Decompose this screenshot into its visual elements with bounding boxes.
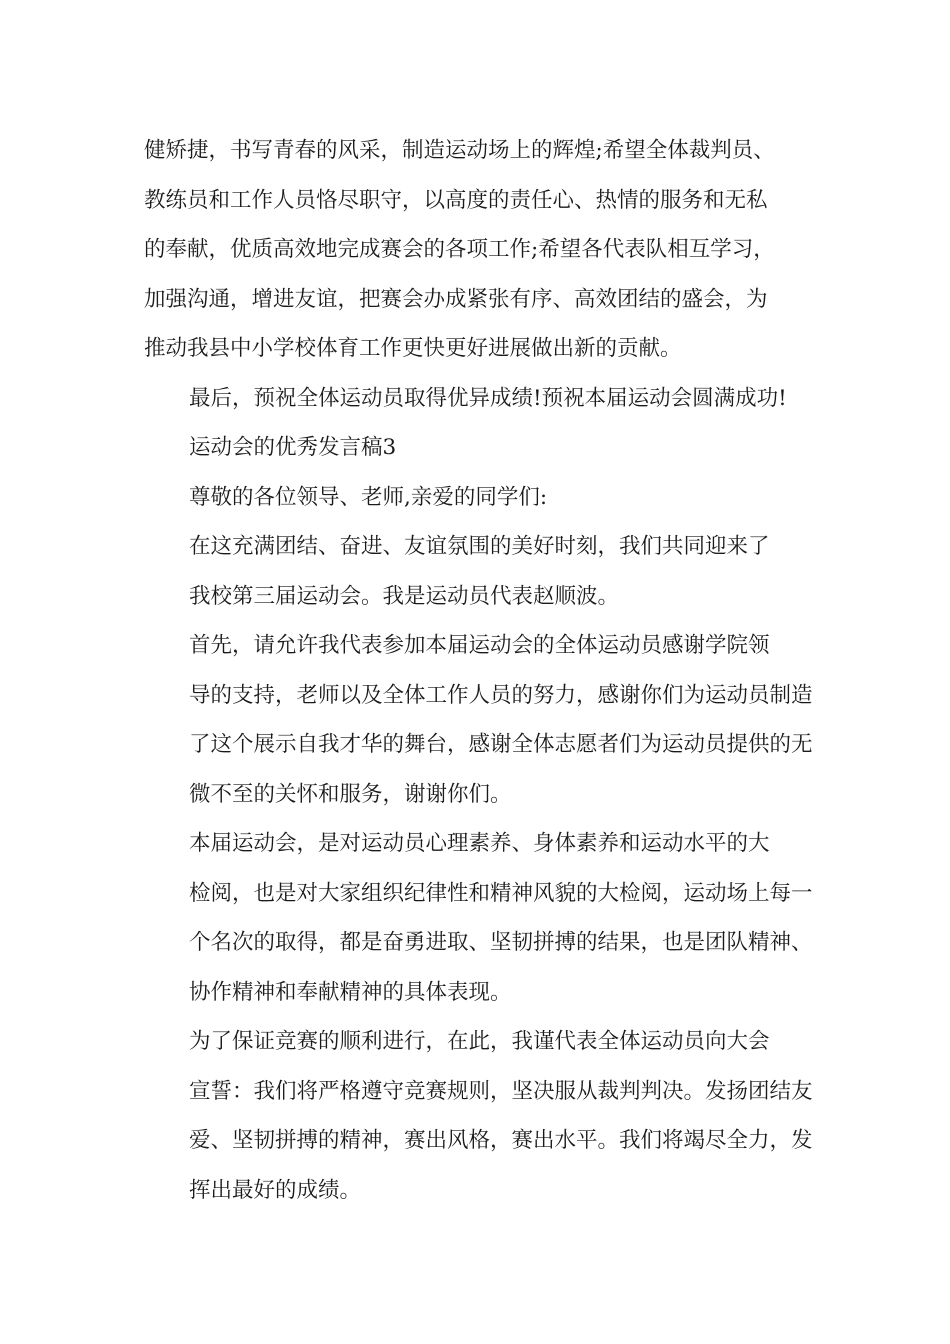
text-line: 尊敬的各位领导、老师,亲爱的同学们: (189, 484, 548, 510)
text-line: 的奉献，优质高效地完成赛会的各项工作;希望各代表队相互学习， (144, 237, 775, 262)
text-line: 推动我县中小学校体育工作更快更好进展做出新的贡献。 (144, 336, 682, 361)
paragraph-significance (144, 819, 814, 1017)
text-line: 首先，请允许我代表参加本届运动会的全体运动员感谢学院领 (189, 633, 770, 658)
text-line: 最后，预祝全体运动员取得优异成绩!预祝本届运动会圆满成功! (189, 385, 787, 411)
paragraph-closing-hopes (144, 126, 814, 374)
section-heading (144, 423, 814, 473)
text-line: 本届运动会，是对运动员心理素养、身体素养和运动水平的大 (189, 831, 770, 856)
heading-line: 运动会的优秀发言稿3 (189, 435, 397, 460)
text-line: 在这充满团结、奋进、友谊氛围的美好时刻，我们共同迎来了 (189, 534, 770, 559)
text-line: 导的支持，老师以及全体工作人员的努力，感谢你们为运动员制造 (189, 682, 813, 708)
text-line: 挥出最好的成绩。 (189, 1177, 362, 1203)
text-line: 协作精神和奉献精神的具体表现。 (189, 979, 512, 1005)
text-line: 个名次的取得，都是奋勇进取、坚韧拼搏的结果，也是团队精神、 (189, 930, 813, 955)
text-line: 了这个展示自我才华的舞台，感谢全体志愿者们为运动员提供的无 (189, 732, 813, 757)
paragraph-thanks (144, 621, 814, 819)
paragraph-oath (144, 1017, 814, 1215)
salutation (144, 473, 814, 523)
paragraph-final-wishes (144, 374, 814, 424)
text-line: 检阅，也是对大家组织纪律性和精神风貌的大检阅，运动场上每一 (189, 880, 813, 906)
text-line: 健矫捷，书写青春的风采，制造运动场上的辉煌;希望全体裁判员、 (144, 138, 775, 163)
text-line: 爱、坚韧拼搏的精神，赛出风格，赛出水平。我们将竭尽全力，发 (189, 1128, 813, 1153)
paragraph-opening (144, 522, 814, 621)
text-line: 宣誓：我们将严格遵守竞赛规则，坚决服从裁判判决。发扬团结友 (189, 1078, 813, 1104)
text-line: 为了保证竞赛的顺利进行，在此，我谨代表全体运动员向大会 (189, 1029, 770, 1054)
text-line: 微不至的关怀和服务，谢谢你们。 (189, 781, 512, 807)
document-body (144, 126, 814, 1215)
text-line: 教练员和工作人员恪尽职守，以高度的责任心、热情的服务和无私 (144, 187, 768, 213)
text-line: 加强沟通，增进友谊，把赛会办成紧张有序、高效团结的盛会，为 (144, 286, 768, 312)
text-line: 我校第三届运动会。我是运动员代表赵顺波。 (189, 583, 620, 609)
